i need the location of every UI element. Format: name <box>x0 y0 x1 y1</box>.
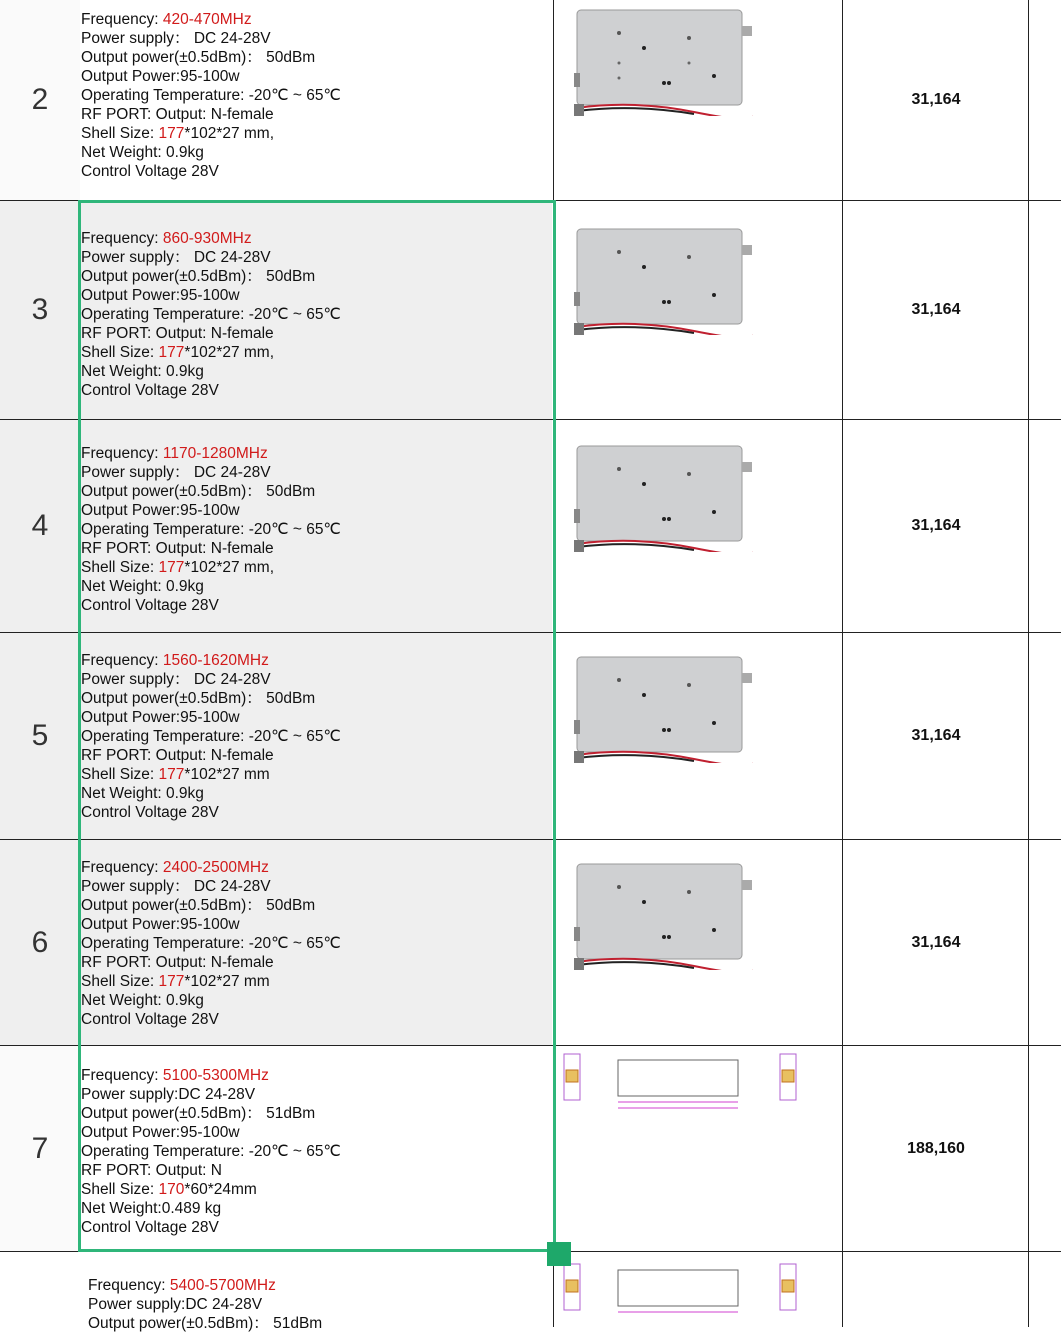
spec-cell[interactable]: Frequency: 860-930MHz Power supply： DC 24-28V Output power(±0.5dBm)： 50dBm Output Power:95-100w Operating Temperature: -20℃ ~ 65℃ RF PORT: Output: N-female Shell Size: 177*102*27 mm, Net Weight: 0.9kg Control Voltage 28V <box>80 201 552 419</box>
spec-cell[interactable]: Frequency: 420-470MHz Power supply： DC 24-28V Output power(±0.5dBm)： 50dBm Output Power:95-100w Operating Temperature: -20℃ ~ 65℃ RF PORT: Output: N-female Shell Size: 177*102*27 mm, Net Weight: 0.9kg Control Voltage 28V <box>81 11 341 180</box>
row-number: 6 <box>0 840 80 1045</box>
technical-drawing-image[interactable] <box>558 1258 808 1322</box>
price-cell[interactable]: 31,164 <box>842 201 1029 419</box>
row-number: 3 <box>0 201 80 419</box>
spec-cell[interactable]: Frequency: 1560-1620MHz Power supply： DC 24-28V Output power(±0.5dBm)： 50dBm Output Power:95-100w Operating Temperature: -20℃ ~ 65℃ RF PORT: Output: N-female Shell Size: 177*102*27 mm Net Weight: 0.9kg Control Voltage 28V <box>80 633 552 839</box>
empty-cell[interactable] <box>1028 1252 1061 1327</box>
price-cell[interactable] <box>842 1252 1029 1327</box>
price-cell[interactable]: 31,164 <box>842 840 1029 1045</box>
price-cell[interactable]: 31,164 <box>842 633 1029 839</box>
image-cell[interactable] <box>553 1046 842 1251</box>
spec-cell[interactable]: Frequency: 5100-5300MHz Power supply:DC 24-28V Output power(±0.5dBm)： 51dBm Output Power:95-100w Operating Temperature: -20℃ ~ 65℃ RF PORT: Output: N Shell Size: 170*60*24mm Net Weight:0.489 kg Control Voltage 28V <box>81 1067 341 1236</box>
image-cell[interactable] <box>553 840 842 1045</box>
table-row[interactable] <box>0 420 1061 633</box>
empty-cell[interactable] <box>1028 0 1061 200</box>
amplifier-module-image[interactable] <box>574 862 754 970</box>
amplifier-module-image[interactable] <box>574 655 754 763</box>
table-row[interactable] <box>0 840 1061 1046</box>
image-cell[interactable] <box>553 1252 842 1327</box>
amplifier-module-image[interactable] <box>574 444 754 552</box>
image-cell[interactable] <box>553 201 842 419</box>
image-cell[interactable] <box>553 420 842 632</box>
row-number: 5 <box>0 633 80 839</box>
row-number: 2 <box>0 0 80 200</box>
table-row[interactable] <box>0 201 1061 420</box>
image-cell[interactable] <box>553 0 842 200</box>
table-row[interactable] <box>0 0 1061 201</box>
empty-cell[interactable] <box>1028 633 1061 839</box>
row-number: 7 <box>0 1046 80 1251</box>
amplifier-module-image[interactable] <box>574 227 754 335</box>
spec-cell[interactable]: Frequency: 2400-2500MHz Power supply： DC 24-28V Output power(±0.5dBm)： 50dBm Output Power:95-100w Operating Temperature: -20℃ ~ 65℃ RF PORT: Output: N-female Shell Size: 177*102*27 mm Net Weight: 0.9kg Control Voltage 28V <box>80 840 552 1045</box>
empty-cell[interactable] <box>1028 840 1061 1045</box>
table-row[interactable] <box>0 1252 1061 1332</box>
technical-drawing-image[interactable] <box>558 1048 808 1112</box>
empty-cell[interactable] <box>1028 420 1061 632</box>
selection-resize-handle[interactable] <box>547 1242 571 1266</box>
spec-cell[interactable]: Frequency: 5400-5700MHz Power supply:DC 24-28V Output power(±0.5dBm)： 51dBm <box>88 1277 323 1332</box>
price-cell[interactable]: 31,164 <box>842 420 1029 632</box>
table-row[interactable] <box>0 633 1061 840</box>
row-number <box>0 1252 80 1327</box>
spec-cell[interactable]: Frequency: 1170-1280MHz Power supply： DC 24-28V Output power(±0.5dBm)： 50dBm Output Power:95-100w Operating Temperature: -20℃ ~ 65℃ RF PORT: Output: N-female Shell Size: 177*102*27 mm, Net Weight: 0.9kg Control Voltage 28V <box>80 420 552 632</box>
row-number: 4 <box>0 420 80 632</box>
table-row[interactable] <box>0 1046 1061 1252</box>
empty-cell[interactable] <box>1028 201 1061 419</box>
image-cell[interactable] <box>553 633 842 839</box>
price-cell[interactable]: 31,164 <box>842 0 1029 200</box>
price-cell[interactable]: 188,160 <box>842 1046 1029 1251</box>
empty-cell[interactable] <box>1028 1046 1061 1251</box>
amplifier-module-image[interactable] <box>574 8 754 116</box>
